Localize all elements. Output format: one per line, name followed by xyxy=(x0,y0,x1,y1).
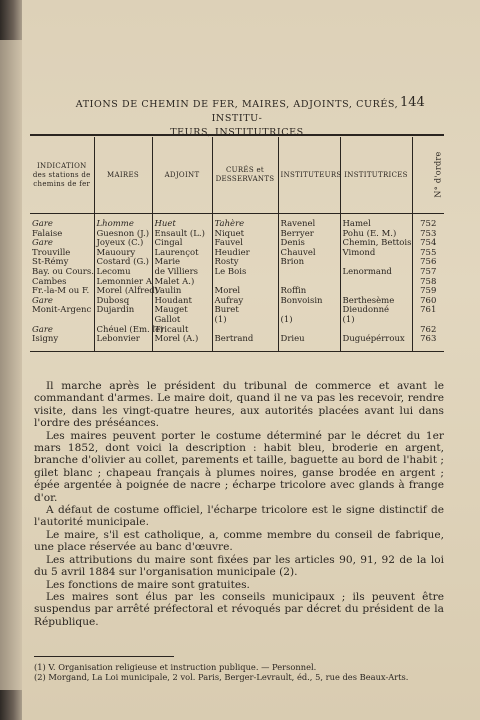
table-cell: Morel xyxy=(212,287,278,297)
table-cell: (1) xyxy=(278,316,340,326)
table-cell: Joyeux (C.) xyxy=(94,239,152,249)
page-number: 144 xyxy=(400,95,425,110)
table-cell: Roffin xyxy=(278,287,340,297)
header-title-line-2: TEURS, INSTITUTRICES xyxy=(170,127,304,138)
table-cell: St-Rémy xyxy=(30,258,94,268)
table-cell: 761 xyxy=(420,305,437,316)
table-cell: Rosty xyxy=(212,258,278,268)
table-cell: Duguépérroux xyxy=(340,335,412,351)
table-cell: Pohu (E. M.) xyxy=(340,230,412,240)
table-cell: Berryer xyxy=(278,230,340,240)
table-cell: (1) xyxy=(340,316,412,326)
table-cell: Falaise xyxy=(30,230,94,240)
table-cell: Drieu xyxy=(278,335,340,351)
table-cell: Ensault (L.) xyxy=(152,230,212,240)
table-cell: Isigny xyxy=(30,335,94,351)
table-cell: Gare xyxy=(30,239,94,249)
column-header-instituteurs: INSTITUTEURS xyxy=(278,137,340,214)
table-cell: Marie xyxy=(152,258,212,268)
table-cell: Mauget xyxy=(152,306,212,316)
table-cell: Brion xyxy=(278,258,340,268)
table-cell: 756 xyxy=(420,257,437,268)
footnote-2: (2) Morgand, La Loi municipale, 2 vol. Paris, Berger-Levrault, éd., 5, rue des Beaux-Arts. xyxy=(34,672,409,682)
paragraph: Les fonctions de maire sont gratuites. xyxy=(46,578,250,591)
table-cell: Berthesème xyxy=(340,297,412,307)
table-cell: Trouville xyxy=(30,249,94,259)
table-cell: de Villiers xyxy=(152,268,212,278)
table-cell: Hamel xyxy=(340,214,412,230)
table-row xyxy=(30,316,444,326)
table-cell xyxy=(278,268,340,278)
table-cell: Bay. ou Cours. xyxy=(32,266,94,277)
column-header-adjoint: ADJOINT xyxy=(152,137,212,214)
column-header-numero: N° d'ordre xyxy=(412,137,444,214)
table-row xyxy=(30,335,444,351)
table-cell: Vaulin xyxy=(152,287,212,297)
table-cell: Guesnon (J.) xyxy=(94,230,152,240)
paragraph: Le maire, s'il est catholique, a, comme membre du conseil de fabrique, une place réservée au banc d'œuvre. xyxy=(34,528,444,554)
table-cell: Ravenel xyxy=(278,214,340,230)
book-page xyxy=(22,0,480,720)
table-cell: 760 xyxy=(420,295,437,306)
table-cell: Mauoury xyxy=(94,249,152,259)
footnote-1: (1) V. Organisation religieuse et instruction publique. — Personnel. xyxy=(34,662,317,672)
table-cell: Gare xyxy=(30,297,94,307)
table-cell: Gallot xyxy=(152,316,212,326)
table-cell: Fr.-la-M ou F. xyxy=(30,287,94,297)
table-cell: Buret xyxy=(212,306,278,316)
table-row xyxy=(30,306,444,316)
table-cell: Lhomme xyxy=(94,214,152,230)
table-cell: Chemin, Bettois xyxy=(340,239,412,249)
paragraph: Les attributions du maire sont fixées par les articles 90, 91, 92 de la loi du 5 avril 1884 sur l'organisation municipale (2). xyxy=(34,553,444,579)
table-cell: Costard (G.) xyxy=(94,258,152,268)
table-cell: Lemonnier A xyxy=(94,278,152,288)
column-header-institutrices: INSTITUTRICES xyxy=(340,137,412,214)
table-cell: Chéuel (Em. le) xyxy=(94,326,152,336)
table-cell: Denis xyxy=(278,239,340,249)
table-cell: Le Bois xyxy=(212,268,278,278)
table-row xyxy=(30,214,444,230)
table-cell: 758 xyxy=(420,276,437,287)
table-cell: Heudier xyxy=(212,249,278,259)
table-cell: Monit-Argenc xyxy=(30,306,94,316)
table-cell: Gare xyxy=(30,214,94,230)
table-cell: Bertrand xyxy=(212,335,278,351)
column-header-stations: INDICATION des stations de chemins de fer xyxy=(30,137,94,214)
footnotes xyxy=(34,662,444,682)
table-cell: Bonvoisin xyxy=(278,297,340,307)
table-cell: Morel (Alfred) xyxy=(94,287,152,297)
table-cell: Morel (A.) xyxy=(152,335,212,351)
paragraph: Il marche après le président du tribunal de commerce et avant le commandant d'armes. Le maire doit, quand il ne va pas les recevoir, rendre visite, dans les vingt-quatre heures, aux autorités placées avant lui dans l'ordre des préséances. xyxy=(34,380,444,430)
table-cell: Niquet xyxy=(212,230,278,240)
table-cell: 763 xyxy=(412,335,444,351)
table-cell: 753 xyxy=(420,228,437,239)
table-cell: Fauvel xyxy=(212,239,278,249)
table-cell xyxy=(340,278,412,288)
table-cell: Cingal xyxy=(152,239,212,249)
table-cell: Dujardin xyxy=(94,306,152,316)
paragraph: A défaut de costume officiel, l'écharpe tricolore est le signe distinctif de l'autorité municipale. xyxy=(34,504,444,529)
table-cell: Aufray xyxy=(212,297,278,307)
table-cell: Houdant xyxy=(152,297,212,307)
table-cell: Gare xyxy=(30,326,94,336)
table-cell: Laurençot xyxy=(152,249,212,259)
facing-page-edge xyxy=(0,40,22,690)
table-cell: 752 xyxy=(420,219,437,229)
table-cell: Huet xyxy=(152,214,212,230)
table-cell: Tahère xyxy=(212,214,278,230)
table-cell: Lenormand xyxy=(340,268,412,278)
table-cell: 757 xyxy=(420,266,437,277)
table-cell: 759 xyxy=(420,286,437,297)
table-header-row xyxy=(30,137,444,214)
table-body xyxy=(30,214,444,352)
header-title-line-1: ATIONS DE CHEMIN DE FER, MAIRES, ADJOINTS, CURÉS, INSTITU- xyxy=(75,99,399,124)
table-row xyxy=(30,268,444,278)
table-cell: (1) xyxy=(212,316,278,326)
table-cell: Chauvel xyxy=(278,249,340,259)
table-cell: Lebonvier xyxy=(94,335,152,351)
paragraph: Les maires peuvent porter le costume déterminé par le décret du 1er mars 1852, dont voici la description : habit bleu, broderie en argent, branche d'olivier au collet, parements et taille, baguette au bord de l'habit ; gilet blanc ; chapeau français à plumes noires, ganse brodée en argent ; épée argentée à poignée de nacre ; écharpe tricolore avec glands à frange d'or. xyxy=(34,429,444,504)
body-text xyxy=(34,380,444,628)
table-cell: Dubosq xyxy=(94,297,152,307)
table-cell: Dieudonné xyxy=(340,306,412,316)
paragraph: Les maires sont élus par les conseils municipaux ; ils peuvent être suspendus par arrêté préfectoral et révoqués par décret du président de la République. xyxy=(34,590,444,628)
column-header-cures: CURÉS et DESSERVANTS xyxy=(212,137,278,214)
table-cell: Tricault xyxy=(152,326,212,336)
table-cell: 755 xyxy=(420,247,437,258)
stations-table xyxy=(30,137,444,352)
table-cell: Vimond xyxy=(340,249,412,259)
column-header-maires: MAIRES xyxy=(94,137,152,214)
footnote-rule xyxy=(34,656,174,657)
table-cell: Malet A.) xyxy=(152,278,212,288)
table-cell: 754 xyxy=(420,238,437,249)
table-cell: Cambes xyxy=(30,278,94,288)
table-cell: Lecomu xyxy=(94,268,152,278)
table-top-rule xyxy=(30,134,444,136)
table-cell: 762 xyxy=(420,324,437,335)
